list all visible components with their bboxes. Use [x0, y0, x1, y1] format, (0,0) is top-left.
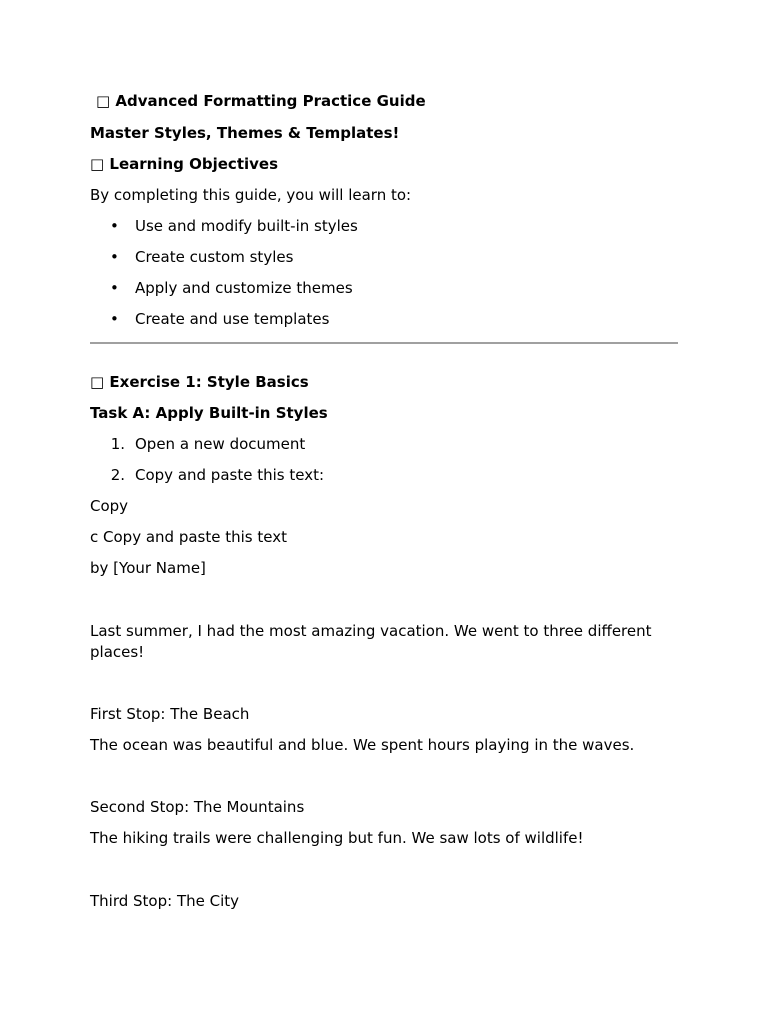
list-item — [90, 247, 690, 268]
objectives-intro: By completing this guide, you will learn to: — [90, 186, 412, 204]
objective-text: Use and modify built-in styles — [135, 217, 358, 235]
sample-byline: by [Your Name] — [90, 559, 206, 577]
list-item — [90, 465, 690, 486]
stop1-text: The ocean was beautiful and blue. We spent hours playing in the waves. — [90, 736, 635, 754]
document-title-text: Advanced Formatting Practice Guide — [115, 92, 426, 110]
stop3-heading: Third Stop: The City — [90, 892, 240, 910]
objective-text: Apply and customize themes — [135, 279, 353, 297]
step-text: Open a new document — [135, 435, 306, 453]
bullet-icon: • — [110, 217, 119, 235]
sample-intro-paragraph: Last summer, I had the most amazing vacation. We went to three different places! — [90, 622, 652, 661]
stop1-heading: First Stop: The Beach — [90, 705, 250, 723]
objectives-emoji-icon: □ — [90, 155, 105, 173]
list-item — [90, 216, 690, 237]
task-a-steps — [90, 434, 690, 486]
title-emoji-icon: □ — [96, 92, 111, 110]
objectives-heading — [90, 154, 278, 175]
stop2-text: The hiking trails were challenging but fun. We saw lots of wildlife! — [90, 829, 584, 847]
list-item — [90, 434, 690, 455]
document-title — [96, 91, 426, 112]
objectives-heading-text: Learning Objectives — [109, 155, 279, 173]
exercise-emoji-icon: □ — [90, 373, 105, 391]
exercise1-heading — [90, 372, 309, 393]
copy-label: Copy — [90, 497, 129, 515]
list-item — [90, 278, 690, 299]
objective-text: Create custom styles — [135, 248, 294, 266]
task-a-heading: Task A: Apply Built-in Styles — [90, 404, 328, 422]
bullet-icon: • — [110, 248, 119, 266]
list-item — [90, 309, 690, 330]
bullet-icon: • — [110, 310, 119, 328]
document-subtitle: Master Styles, Themes & Templates! — [90, 124, 400, 142]
step-text: Copy and paste this text: — [135, 466, 325, 484]
step-number: 1. — [110, 435, 125, 453]
exercise1-heading-text: Exercise 1: Style Basics — [109, 373, 309, 391]
section-divider — [90, 342, 678, 344]
bullet-icon: • — [110, 279, 119, 297]
objectives-list — [90, 216, 690, 330]
stop2-heading: Second Stop: The Mountains — [90, 798, 305, 816]
sample-first-line: c Copy and paste this text — [90, 528, 287, 546]
step-number: 2. — [110, 466, 125, 484]
objective-text: Create and use templates — [135, 310, 330, 328]
